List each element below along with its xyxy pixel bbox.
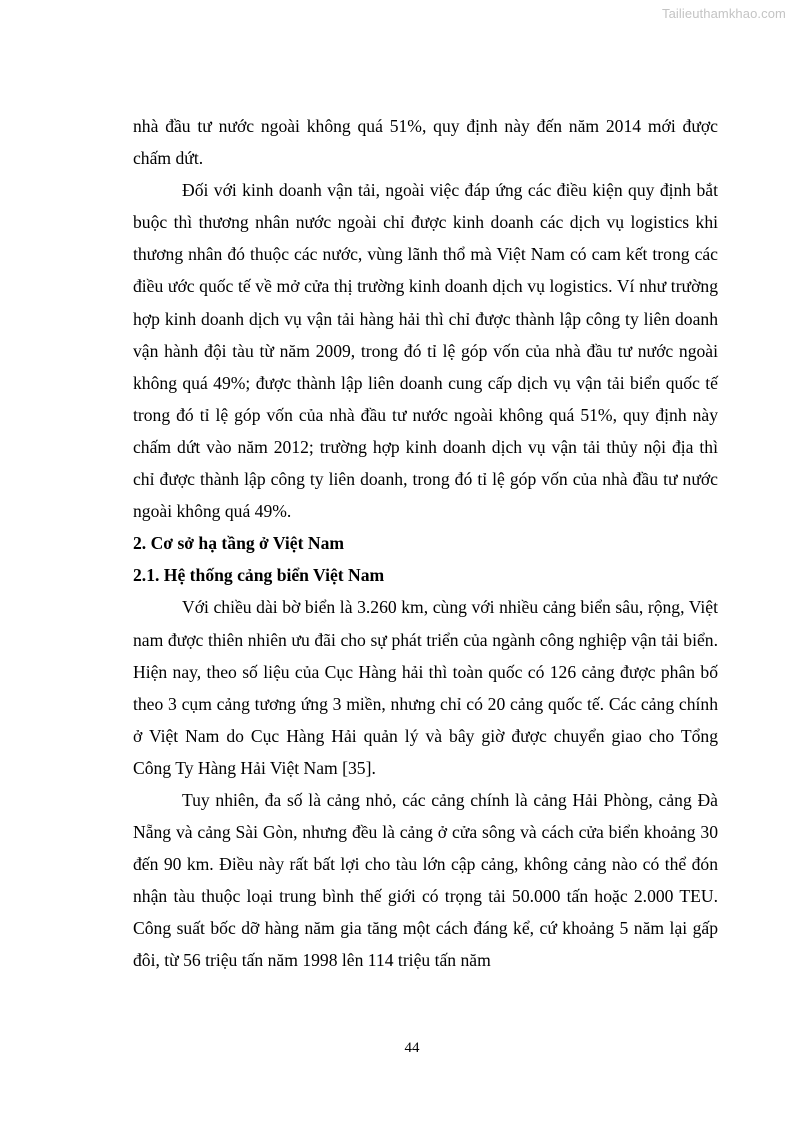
section-heading-infrastructure: 2. Cơ sở hạ tầng ở Việt Nam: [133, 533, 345, 554]
paragraph-continuation: nhà đầu tư nước ngoài không quá 51%, quy định này đến năm 2014 mới được chấm dứt.: [133, 116, 718, 169]
page-number: 44: [404, 1040, 420, 1056]
paragraph-small-ports: Tuy nhiên, đa số là cảng nhỏ, các cảng chính là cảng Hải Phòng, cảng Đà Nẵng và cảng Sài Gòn, nhưng đều là cảng ở cửa sông và cách cửa biển khoảng 30 đến 90 km. Điều này rất bất lợi cho tàu lớn cập cảng, không cảng nào có thể đón nhận tàu thuộc loại trung bình thế giới có trọng tải 50.000 tấn hoặc 2.000 TEU. Công suất bốc dỡ hàng năm gia tăng một cách đáng kể, cứ khoảng 5 năm lại gấp đôi, từ 56 triệu tấn năm 1998 lên 114 triệu tấn năm: [133, 789, 718, 971]
paragraph-transport-business: Đối với kinh doanh vận tải, ngoài việc đáp ứng các điều kiện quy định bắt buộc thì thương nhân nước ngoài chỉ được kinh doanh các dịch vụ logistics khi thương nhân đó thuộc các nước, vùng lãnh thổ mà Việt Nam có cam kết trong các điều ước quốc tế về mở cửa thị trường kinh doanh dịch vụ logistics. Ví như trường hợp kinh doanh dịch vụ vận tải hàng hải thì chỉ được thành lập công ty liên doanh vận hành đội tàu từ năm 2009, trong đó tỉ lệ góp vốn của nhà đầu tư nước ngoài không quá 49%; được thành lập liên doanh cung cấp dịch vụ vận tải biển quốc tế trong đó tỉ lệ góp vốn của nhà đầu tư nước ngoài không quá 51%, quy định này chấm dứt vào năm 2012; trường hợp kinh doanh dịch vụ vận tải thủy nội địa thì chỉ được thành lập công ty liên doanh, trong đó tỉ lệ góp vốn của nhà đầu tư nước ngoài không quá 49%.: [133, 180, 718, 522]
paragraph-coastline: Với chiều dài bờ biển là 3.260 km, cùng với nhiều cảng biển sâu, rộng, Việt nam được thiên nhiên ưu đãi cho sự phát triển của ngành công nghiệp vận tải biển. Hiện nay, theo số liệu của Cục Hàng hải thì toàn quốc có 126 cảng được phân bố theo 3 cụm cảng tương ứng 3 miền, nhưng chỉ có 20 cảng quốc tế. Các cảng chính ở Việt Nam do Cục Hàng Hải quản lý và bây giờ được chuyển giao cho Tổng Công Ty Hàng Hải Việt Nam [35].: [133, 597, 718, 778]
page-body: [133, 110, 718, 977]
watermark: Tailieuthamkhao.com: [661, 6, 786, 21]
subsection-heading-seaports: 2.1. Hệ thống cảng biển Việt Nam: [133, 565, 385, 586]
